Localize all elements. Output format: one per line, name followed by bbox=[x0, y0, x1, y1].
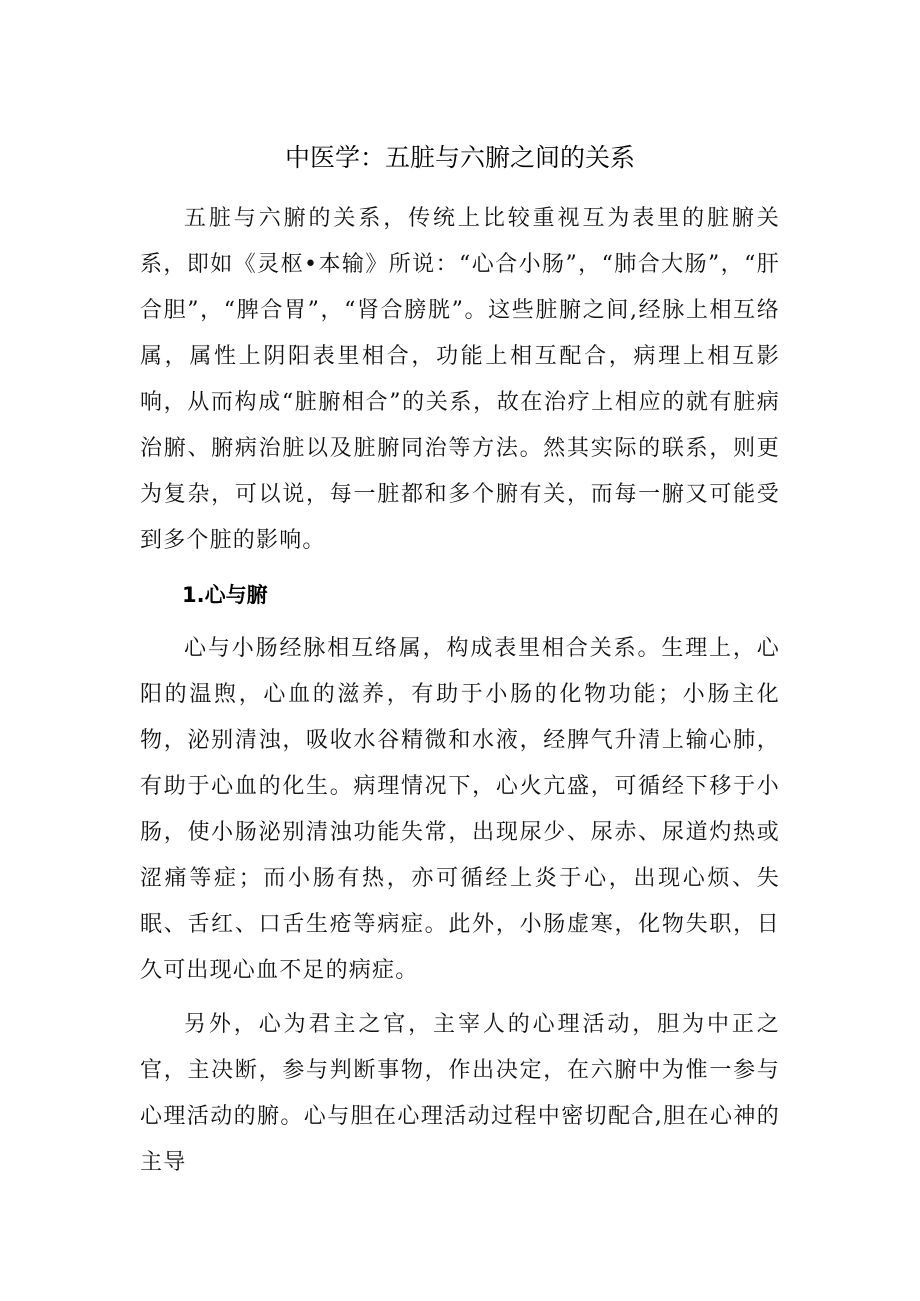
document-title: 中医学：五脏与六腑之间的关系 bbox=[284, 143, 635, 172]
paragraph-gap bbox=[140, 618, 780, 626]
intro-paragraph: 五脏与六腑的关系，传统上比较重视互为表里的脏腑关系，即如《灵枢•本输》所说：“心合小肠”，“肺合大肠”，“肝合胆”，“脾合胃”，“肾合膀胱”。这些脏腑之间,经脉上相互络属，属性上阴阳表里相合，功能上相互配合，病理上相互影响，从而构成“脏腑相合”的关系，故在治疗上相应的就有脏病治腑、腑病治脏以及脏腑同治等方法。然其实际的联系，则更为复杂，可以说，每一脏都和多个腑有关，而每一腑又可能受到多个脏的影响。 bbox=[140, 206, 780, 553]
document-body bbox=[140, 196, 780, 1186]
paragraph-gap bbox=[140, 564, 780, 572]
paragraph-gap bbox=[140, 994, 780, 1002]
section-paragraph-2: 另外，心为君主之官，主宰人的心理活动，胆为中正之官，主决断，参与判断事物，作出决定，在六腑中为惟一参与心理活动的腑。心与胆在心理活动过程中密切配合,胆在心神的主导 bbox=[140, 1012, 780, 1175]
section-heading: 1.心与腑 bbox=[182, 583, 268, 607]
section-paragraph-1: 心与小肠经脉相互络属，构成表里相合关系。生理上，心阳的温煦，心血的滋养，有助于小肠的化物功能；小肠主化物，泌别清浊，吸收水谷精微和水液，经脾气升清上输心肺，有助于心血的化生。病理情况下，心火亢盛，可循经下移于小肠，使小肠泌别清浊功能失常，出现尿少、尿赤、尿道灼热或涩痛等症；而小肠有热，亦可循经上炎于心，出现心烦、失眠、舌红、口舌生疮等病症。此外，小肠虚寒，化物失职，日久可出现心血不足的病症。 bbox=[140, 636, 780, 983]
